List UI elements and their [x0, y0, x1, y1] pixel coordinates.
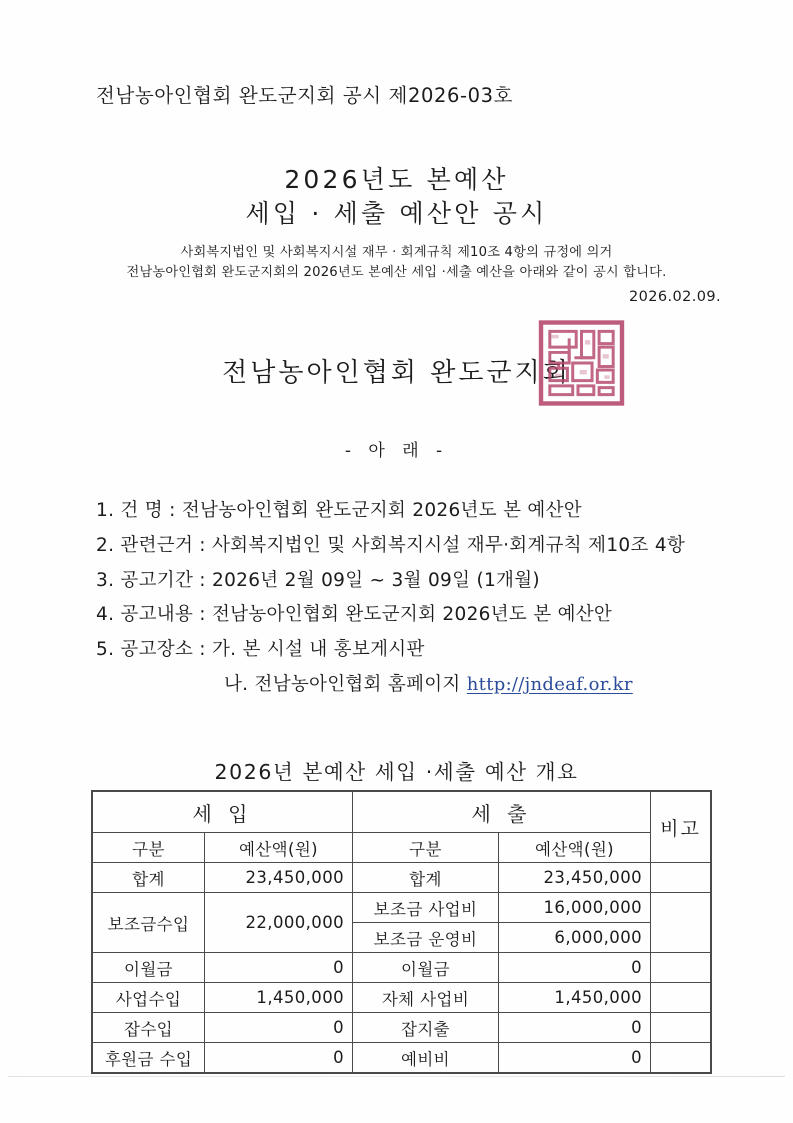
table-row: [93, 1043, 711, 1073]
revenue-amount: 0: [205, 1013, 353, 1043]
expense-category: 자체 사업비: [353, 983, 499, 1013]
expense-amount: 0: [499, 953, 651, 983]
table-row: [93, 893, 711, 923]
expense-category: 보조금 사업비: [353, 893, 499, 923]
page-title: [0, 164, 793, 230]
expense-amount: 23,450,000: [499, 863, 651, 893]
notice-item-3: 3. 공고기간 : 2026년 2월 09일 ~ 3월 09일 (1개월): [96, 569, 540, 591]
document-date: 2026.02.09.: [628, 289, 721, 305]
budget-table-caption: 2026년 본예산 세입 ·세출 예산 개요: [214, 760, 579, 784]
expense-category: 이월금: [353, 953, 499, 983]
revenue-amount: 23,450,000: [205, 863, 353, 893]
expense-amount: 0: [499, 1043, 651, 1073]
table-group-header-row: [93, 792, 711, 833]
table-row: [93, 1013, 711, 1043]
notice-item-1: 1. 건 명 : 전남농아인협회 완도군지회 2026년도 본 예산안: [96, 500, 582, 521]
budget-table-wrapper: [92, 791, 710, 1073]
revenue-category: 후원금 수입: [93, 1043, 205, 1073]
expense-amount: 16,000,000: [499, 893, 651, 923]
revenue-amount: 0: [205, 1043, 353, 1073]
group-header-revenue: 세 입: [93, 792, 353, 833]
note-cell: [651, 1013, 711, 1043]
table-row: [93, 983, 711, 1013]
revenue-category: 이월금: [93, 953, 205, 983]
column-header-note: 비고: [651, 792, 711, 863]
revenue-amount: 22,000,000: [205, 893, 353, 953]
expense-amount: 6,000,000: [499, 923, 651, 953]
below-separator: - 아 래 -: [344, 441, 449, 461]
column-header-revenue-amount: 예산액(원): [205, 833, 353, 863]
note-cell: [651, 1043, 711, 1073]
budget-table: [92, 791, 711, 1073]
column-header-expense-amount: 예산액(원): [499, 833, 651, 863]
revenue-amount: 0: [205, 953, 353, 983]
notice-item-4: 4. 공고내용 : 전남농아인협회 완도군지회 2026년도 본 예산안: [96, 604, 613, 626]
note-cell: [651, 953, 711, 983]
table-row: [93, 953, 711, 983]
title-line-1: 2026년도 본예산: [284, 165, 509, 194]
group-header-expense: 세 출: [353, 792, 651, 833]
column-header-revenue-category: 구분: [93, 833, 205, 863]
notice-list: [96, 500, 685, 696]
notice-item-5b: [224, 674, 685, 696]
table-row: [93, 863, 711, 893]
notice-item-5b-prefix: 나. 전남농아인협회 홈페이지: [224, 673, 467, 695]
column-header-expense-category: 구분: [353, 833, 499, 863]
document-header-line: 전남농아인협회 완도군지회 공시 제2026-03호: [96, 84, 514, 107]
homepage-link[interactable]: http://jndeaf.or.kr: [466, 673, 633, 695]
expense-category: 예비비: [353, 1043, 499, 1073]
revenue-category: 보조금수입: [93, 893, 205, 953]
intro-paragraph: [0, 243, 793, 284]
note-cell: [651, 983, 711, 1013]
note-cell: [651, 893, 711, 953]
organization-row: [0, 352, 793, 389]
revenue-category: 합계: [93, 863, 205, 893]
organization-name: 전남농아인협회 완도군지회: [222, 358, 571, 388]
intro-line-1: 사회복지법인 및 사회복지시설 재무 · 회계규칙 제10조 4항의 규정에 의거: [180, 245, 613, 260]
revenue-category: 잡수입: [93, 1013, 205, 1043]
notice-item-2: 2. 관련근거 : 사회복지법인 및 사회복지시설 재무·회계규칙 제10조 4항: [96, 534, 686, 556]
expense-category: 보조금 운영비: [353, 923, 499, 953]
expense-category: 잡지출: [353, 1013, 499, 1043]
expense-amount: 1,450,000: [499, 983, 651, 1013]
expense-amount: 0: [499, 1013, 651, 1043]
expense-category: 합계: [353, 863, 499, 893]
revenue-category: 사업수입: [93, 983, 205, 1013]
title-line-2: 세입 · 세출 예산안 공시: [245, 199, 548, 228]
scan-edge-artifact: [8, 1076, 785, 1077]
intro-line-2: 전남농아인협회 완도군지회의 2026년도 본예산 세입 ·세출 예산을 아래와 같이 공시 합니다.: [126, 265, 667, 281]
revenue-amount: 1,450,000: [205, 983, 353, 1013]
table-column-header-row: [93, 833, 711, 863]
note-cell: [651, 863, 711, 893]
notice-item-5: 5. 공고장소 : 가. 본 시설 내 홍보게시판: [96, 639, 425, 661]
